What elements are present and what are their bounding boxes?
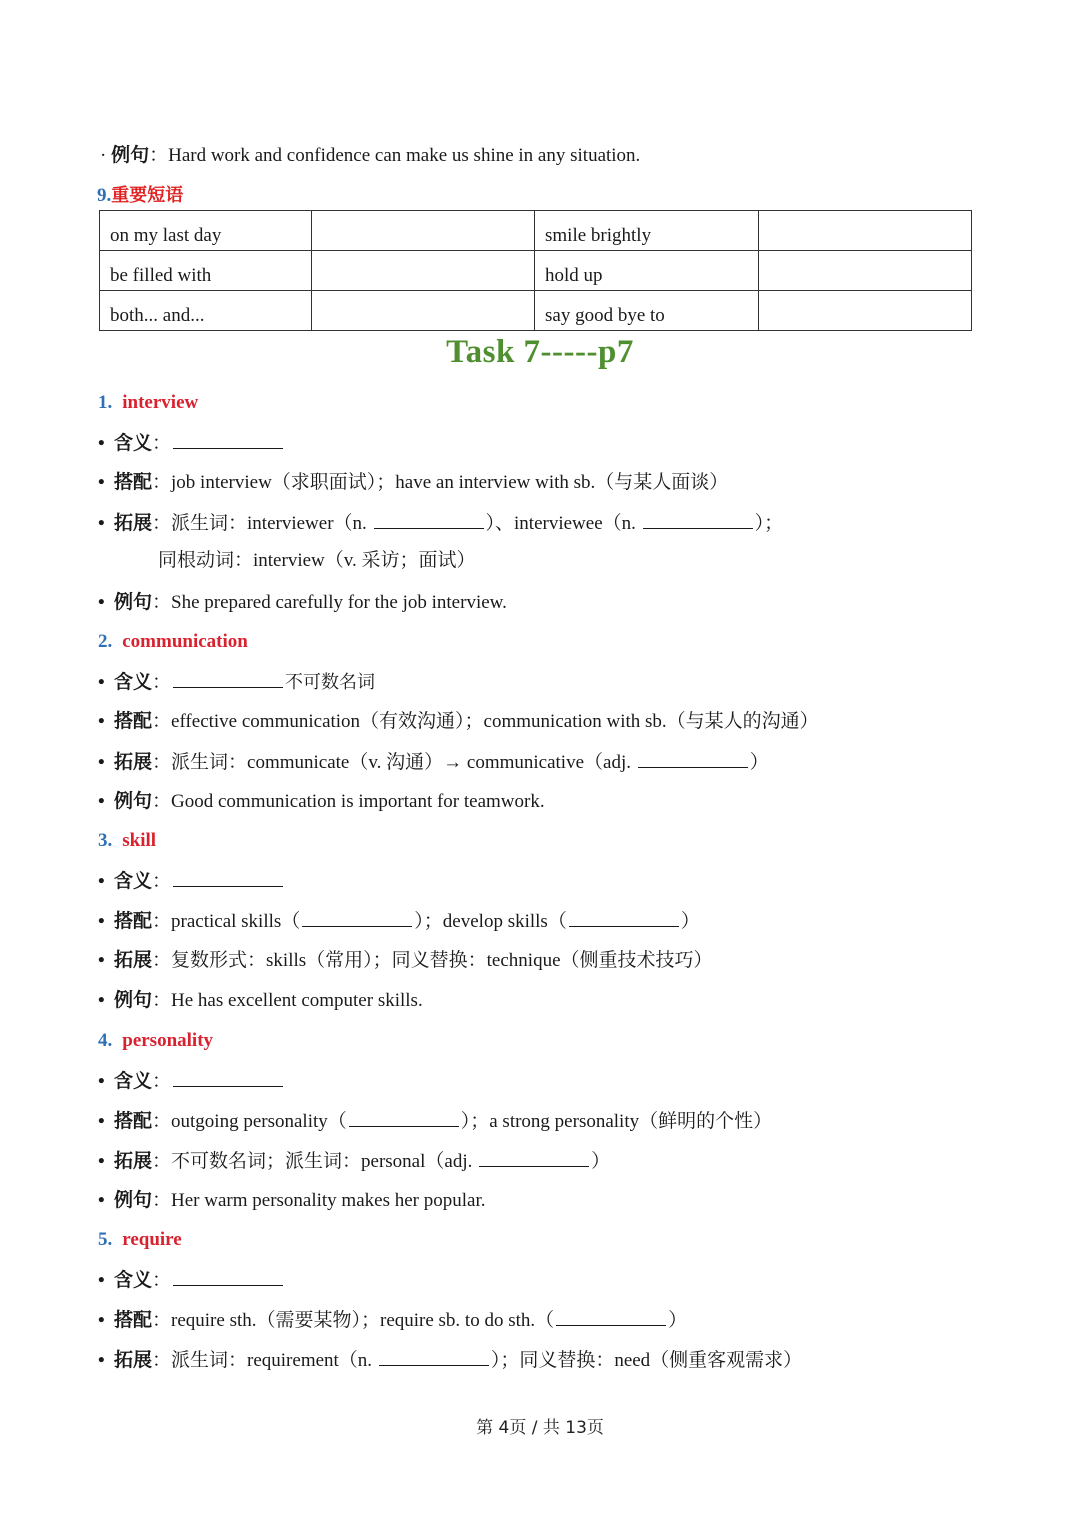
bullet: • (98, 1310, 105, 1331)
meaning-label: 含义 (114, 1070, 153, 1092)
answer-blank[interactable] (173, 430, 283, 449)
answer-blank[interactable] (173, 669, 283, 688)
example-label: 例句 (114, 1189, 153, 1211)
word-number: 5. (98, 1229, 113, 1250)
extension-text: ）； (754, 513, 784, 534)
extension-text: ）、interviewee（n. (485, 513, 641, 534)
meaning-label: 含义 (114, 1269, 153, 1291)
table-cell (759, 211, 972, 251)
meaning-line: • 含义： (98, 430, 285, 456)
collocation-line (98, 908, 700, 934)
table-cell: be filled with (100, 251, 312, 291)
collocation-label: 搭配 (114, 1110, 153, 1132)
table-cell (312, 211, 535, 251)
collocation-text: ：outgoing personality（ (152, 1111, 347, 1132)
collocation-label: 搭配 (114, 471, 153, 493)
meaning-line: • 含义： (98, 868, 285, 894)
meaning-label: 含义 (114, 432, 153, 454)
extension-label: 拓展 (114, 949, 153, 971)
example-text: ：She prepared carefully for the job interview. (152, 592, 507, 613)
extension-label: 拓展 (114, 751, 153, 773)
extension-text: 同根动词：interview（v. 采访；面试） (158, 550, 476, 571)
word-heading-communication (98, 630, 248, 654)
bullet: · (100, 145, 107, 166)
extension-label: 拓展 (114, 1349, 153, 1371)
table-cell (312, 251, 535, 291)
word-heading-require (98, 1228, 182, 1252)
table-row (100, 211, 972, 251)
answer-blank[interactable] (479, 1148, 589, 1167)
example-text: ：Her warm personality makes her popular. (152, 1190, 486, 1211)
table-row (100, 291, 972, 331)
bullet: • (98, 672, 105, 693)
answer-blank[interactable] (173, 868, 283, 887)
table-cell: say good bye to (535, 291, 759, 331)
extension-text: ） (591, 1151, 611, 1172)
table-row (100, 251, 972, 291)
collocation-line (98, 1307, 687, 1333)
word-title: interview (122, 392, 199, 413)
word-number: 4. (98, 1030, 113, 1051)
extension-text: ：派生词：requirement（n. (152, 1350, 377, 1371)
extension-line (98, 749, 769, 775)
bullet: • (98, 1350, 105, 1371)
collocation-text: ：practical skills（ (152, 911, 301, 932)
collocation-label: 搭配 (114, 710, 153, 732)
extension-text: ）；同义替换：need（侧重客观需求） (490, 1350, 803, 1371)
example-line (98, 988, 423, 1013)
example-label: 例句 (111, 144, 150, 166)
collocation-text: ）；develop skills（ (414, 911, 567, 932)
answer-blank[interactable] (569, 908, 679, 927)
meaning-note: 不可数名词 (285, 672, 376, 693)
collocation-label: 搭配 (114, 910, 153, 932)
table-cell: on my last day (100, 211, 312, 251)
collocation-text: ：job interview（求职面试）；have an interview with sb.（与某人面谈） (152, 472, 729, 493)
bullet: • (98, 752, 105, 773)
extension-text: ：派生词：interviewer（n. (152, 513, 372, 534)
word-heading-personality (98, 1029, 213, 1053)
table-cell: both... and... (100, 291, 312, 331)
answer-blank[interactable] (349, 1108, 459, 1127)
section-number: 9. (97, 185, 112, 206)
bullet: • (98, 592, 105, 613)
answer-blank[interactable] (379, 1347, 489, 1366)
extension-line (98, 510, 783, 536)
top-example-line (100, 143, 640, 168)
bullet: • (98, 513, 105, 534)
answer-blank[interactable] (374, 510, 484, 529)
meaning-line: • 含义： 不可数名词 (98, 671, 376, 693)
word-number: 1. (98, 392, 113, 413)
collocation-text: ） (680, 911, 700, 932)
answer-blank[interactable] (643, 510, 753, 529)
bullet: • (98, 711, 105, 732)
word-title: require (122, 1229, 182, 1250)
meaning-label: 含义 (114, 671, 153, 693)
extension-line (98, 1347, 802, 1373)
section-9-heading (97, 184, 183, 208)
collocation-label: 搭配 (114, 1309, 153, 1331)
extension-label: 拓展 (114, 512, 153, 534)
example-text: ：Hard work and confidence can make us shine in any situation. (149, 145, 641, 166)
table-cell: hold up (535, 251, 759, 291)
phrases-table (99, 210, 972, 331)
example-label: 例句 (114, 591, 153, 613)
bullet: • (98, 433, 105, 454)
collocation-line (98, 1108, 772, 1134)
example-text: ：Good communication is important for teamwork. (152, 791, 545, 812)
bullet: • (98, 1190, 105, 1211)
meaning-line: • 含义： (98, 1068, 285, 1094)
extension-line (98, 1148, 610, 1174)
extension-line (98, 948, 713, 973)
word-title: communication (122, 631, 248, 652)
bullet: • (98, 1071, 105, 1092)
answer-blank[interactable] (556, 1307, 666, 1326)
example-label: 例句 (114, 790, 153, 812)
word-heading-skill (98, 829, 156, 853)
task-title: Task 7-----p7 (446, 334, 634, 370)
example-text: ：He has excellent computer skills. (152, 990, 423, 1011)
bullet: • (98, 791, 105, 812)
collocation-line (98, 470, 728, 495)
table-cell (312, 291, 535, 331)
bullet: • (98, 1151, 105, 1172)
extension-text: ：复数形式：skills（常用）；同义替换：technique（侧重技术技巧） (152, 950, 713, 971)
answer-blank[interactable] (173, 1068, 283, 1087)
bullet: • (98, 1111, 105, 1132)
extension-label: 拓展 (114, 1150, 153, 1172)
meaning-line: • 含义： (98, 1267, 285, 1293)
bullet: • (98, 472, 105, 493)
collocation-line (98, 709, 819, 734)
collocation-text: ）；a strong personality（鲜明的个性） (460, 1111, 773, 1132)
bullet: • (98, 1270, 105, 1291)
collocation-text: ） (668, 1310, 688, 1331)
collocation-text: ：require sth.（需要某物）；require sb. to do sth.（ (152, 1310, 555, 1331)
table-cell (759, 251, 972, 291)
answer-blank[interactable] (638, 749, 748, 768)
word-title: skill (122, 830, 157, 851)
answer-blank[interactable] (302, 908, 412, 927)
extension-text: ） (749, 752, 769, 773)
word-number: 2. (98, 631, 113, 652)
example-line (98, 789, 545, 814)
page-footer: 第 4页 / 共 13页 (476, 1418, 604, 1438)
bullet: • (98, 911, 105, 932)
meaning-label: 含义 (114, 870, 153, 892)
example-label: 例句 (114, 989, 153, 1011)
table-cell (759, 291, 972, 331)
answer-blank[interactable] (173, 1267, 283, 1286)
bullet: • (98, 950, 105, 971)
word-title: personality (122, 1030, 214, 1051)
bullet: • (98, 990, 105, 1011)
example-line (98, 590, 507, 615)
example-line (98, 1188, 485, 1213)
extension-text: ：不可数名词；派生词：personal（adj. (152, 1151, 478, 1172)
extension-text: ：派生词：communicate（v. 沟通）→ communicative（adj. (152, 752, 636, 773)
table-cell: smile brightly (535, 211, 759, 251)
word-heading-interview (98, 391, 198, 415)
bullet: • (98, 871, 105, 892)
collocation-text: ：effective communication（有效沟通）；communication with sb.（与某人的沟通） (152, 711, 819, 732)
extension-line-2 (158, 549, 476, 573)
section-title: 重要短语 (111, 185, 184, 206)
word-number: 3. (98, 830, 113, 851)
